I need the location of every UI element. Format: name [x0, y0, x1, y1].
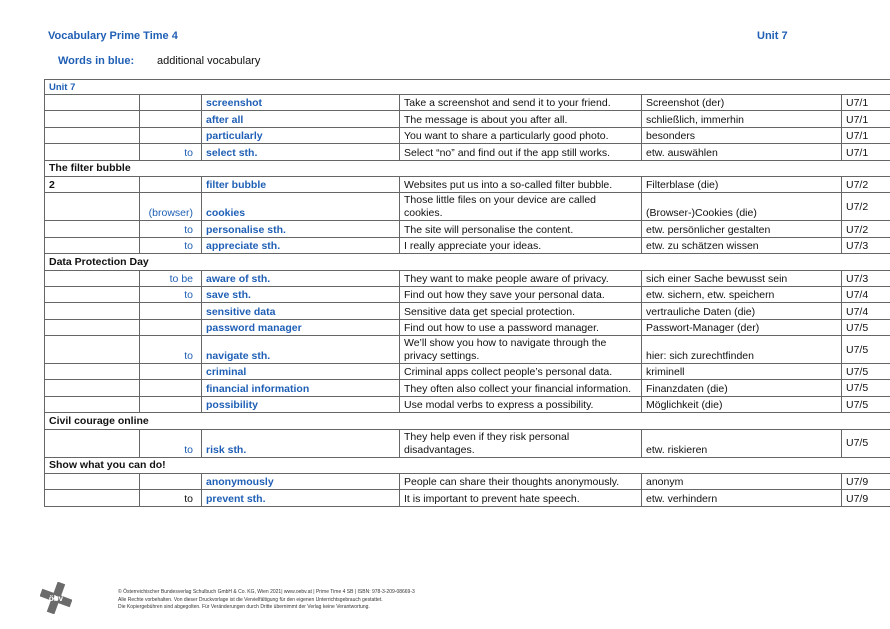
vocab-word-cell: financial information — [202, 380, 400, 396]
page-reference-cell: U7/2 — [842, 221, 890, 237]
exercise-number-cell — [45, 127, 140, 143]
page-reference-cell: U7/4 — [842, 286, 890, 302]
translation-cell: anonym — [642, 474, 842, 490]
exercise-number-cell — [45, 364, 140, 380]
footer-line-3: Die Kopiergebühren sind abgegolten. Für Veränderungen durch Dritte übernimmt der Verlag keine Verantwortung. — [118, 604, 370, 610]
section-row — [45, 457, 890, 473]
vocab-row — [45, 429, 890, 457]
page-reference-cell: U7/1 — [842, 111, 890, 127]
vocab-row — [45, 303, 890, 319]
exercise-number-cell: 2 — [45, 176, 140, 192]
copyright-footer — [118, 589, 415, 612]
legend-key: Words in blue: — [58, 55, 135, 67]
word-prefix-cell: to — [140, 144, 202, 160]
word-prefix-cell — [140, 111, 202, 127]
vocab-row — [45, 474, 890, 490]
translation-cell: Screenshot (der) — [642, 95, 842, 111]
vocab-row — [45, 286, 890, 302]
section-row — [45, 160, 890, 176]
exercise-number-cell — [45, 270, 140, 286]
vocab-row — [45, 364, 890, 380]
page-reference-cell: U7/2 — [842, 176, 890, 192]
exercise-number-cell — [45, 193, 140, 221]
vocab-row — [45, 193, 890, 221]
exercise-number-cell — [45, 396, 140, 412]
vocab-row — [45, 221, 890, 237]
page-reference-cell: U7/5 — [842, 429, 890, 457]
page-reference-cell: U7/5 — [842, 319, 890, 335]
translation-cell: etw. zu schätzen wissen — [642, 237, 842, 253]
vocab-word-cell: sensitive data — [202, 303, 400, 319]
vocab-word-cell: aware of sth. — [202, 270, 400, 286]
vocab-word-cell: navigate sth. — [202, 336, 400, 364]
vocab-word-cell: password manager — [202, 319, 400, 335]
page-reference-cell: U7/3 — [842, 237, 890, 253]
vocab-word-cell: save sth. — [202, 286, 400, 302]
exercise-number-cell — [45, 221, 140, 237]
vocab-row — [45, 237, 890, 253]
example-sentence-cell: They help even if they risk personal disadvantages. — [400, 429, 642, 457]
vocabulary-table — [44, 79, 890, 507]
page-reference-cell: U7/3 — [842, 270, 890, 286]
page-reference-cell: U7/5 — [842, 380, 890, 396]
vocab-row — [45, 490, 890, 506]
translation-cell: sich einer Sache bewusst sein — [642, 270, 842, 286]
vocab-row — [45, 111, 890, 127]
example-sentence-cell: We’ll show you how to navigate through the privacy settings. — [400, 336, 642, 364]
footer-line-1: © Österreichischer Bundesverlag Schulbuch GmbH & Co. KG, Wien 2021| www.oebv.at | Prime Time 4 SB | ISBN: 978-3-209-08669-3 — [118, 589, 415, 595]
vocab-word-cell: criminal — [202, 364, 400, 380]
page-reference-cell: U7/5 — [842, 364, 890, 380]
translation-cell: Möglichkeit (die) — [642, 396, 842, 412]
page-reference-cell: U7/5 — [842, 396, 890, 412]
example-sentence-cell: They often also collect your financial information. — [400, 380, 642, 396]
footer-line-2: Alle Rechte vorbehalten. Von dieser Druckvorlage ist die Vervielfältigung für den eigenen Unterrichtsgebrauch gestattet. — [118, 596, 383, 603]
example-sentence-cell: It is important to prevent hate speech. — [400, 490, 642, 506]
page-reference-cell: U7/4 — [842, 303, 890, 319]
exercise-number-cell — [45, 111, 140, 127]
example-sentence-cell: You want to share a particularly good photo. — [400, 127, 642, 143]
vocab-row — [45, 380, 890, 396]
document-title: Vocabulary Prime Time 4 — [48, 30, 178, 42]
page-reference-cell: U7/5 — [842, 336, 890, 364]
word-prefix-cell: to — [140, 286, 202, 302]
exercise-number-cell — [45, 429, 140, 457]
exercise-number-cell — [45, 336, 140, 364]
vocab-word-cell: appreciate sth. — [202, 237, 400, 253]
vocab-word-cell: after all — [202, 111, 400, 127]
unit-row — [45, 80, 890, 95]
page-reference-cell: U7/1 — [842, 95, 890, 111]
example-sentence-cell: I really appreciate your ideas. — [400, 237, 642, 253]
translation-cell: etw. riskieren — [642, 429, 842, 457]
translation-cell: etw. verhindern — [642, 490, 842, 506]
word-prefix-cell — [140, 474, 202, 490]
section-row — [45, 413, 890, 429]
vocab-row — [45, 95, 890, 111]
vocab-row — [45, 336, 890, 364]
vocab-row — [45, 270, 890, 286]
page-reference-cell: U7/1 — [842, 127, 890, 143]
translation-cell: Finanzdaten (die) — [642, 380, 842, 396]
vocab-row — [45, 127, 890, 143]
translation-cell: etw. auswählen — [642, 144, 842, 160]
example-sentence-cell: The site will personalise the content. — [400, 221, 642, 237]
section-label: Show what you can do! — [45, 457, 890, 473]
word-prefix-cell — [140, 303, 202, 319]
translation-cell: etw. sichern, etw. speichern — [642, 286, 842, 302]
vocab-row — [45, 144, 890, 160]
exercise-number-cell — [45, 95, 140, 111]
translation-cell: schließlich, immerhin — [642, 111, 842, 127]
obv-logo — [40, 582, 72, 614]
example-sentence-cell: They want to make people aware of privacy. — [400, 270, 642, 286]
word-prefix-cell — [140, 127, 202, 143]
translation-cell: vertrauliche Daten (die) — [642, 303, 842, 319]
translation-cell: Filterblase (die) — [642, 176, 842, 192]
word-prefix-cell: to — [140, 221, 202, 237]
example-sentence-cell: Take a screenshot and send it to your friend. — [400, 95, 642, 111]
example-sentence-cell: Sensitive data get special protection. — [400, 303, 642, 319]
vocab-word-cell: select sth. — [202, 144, 400, 160]
vocab-word-cell: prevent sth. — [202, 490, 400, 506]
translation-cell: hier: sich zurechtfinden — [642, 336, 842, 364]
example-sentence-cell: Find out how to use a password manager. — [400, 319, 642, 335]
section-row — [45, 254, 890, 270]
exercise-number-cell — [45, 286, 140, 302]
word-prefix-cell — [140, 319, 202, 335]
word-prefix-cell: to — [140, 429, 202, 457]
page-reference-cell: U7/9 — [842, 490, 890, 506]
vocab-word-cell: personalise sth. — [202, 221, 400, 237]
word-prefix-cell — [140, 95, 202, 111]
exercise-number-cell — [45, 303, 140, 319]
word-prefix-cell: to — [140, 237, 202, 253]
unit-label: Unit 7 — [45, 80, 890, 95]
word-prefix-cell — [140, 396, 202, 412]
vocab-word-cell: anonymously — [202, 474, 400, 490]
word-prefix-cell: (browser) — [140, 193, 202, 221]
page-reference-cell: U7/1 — [842, 144, 890, 160]
page-reference-cell: U7/2 — [842, 193, 890, 221]
vocab-row — [45, 396, 890, 412]
example-sentence-cell: Use modal verbs to express a possibility. — [400, 396, 642, 412]
word-prefix-cell: to — [140, 336, 202, 364]
translation-cell: (Browser-)Cookies (die) — [642, 193, 842, 221]
legend-value: additional vocabulary — [157, 55, 261, 67]
word-prefix-cell — [140, 176, 202, 192]
exercise-number-cell — [45, 319, 140, 335]
unit-heading: Unit 7 — [757, 30, 788, 42]
exercise-number-cell — [45, 490, 140, 506]
vocab-word-cell: screenshot — [202, 95, 400, 111]
example-sentence-cell: Find out how they save your personal data. — [400, 286, 642, 302]
example-sentence-cell: Those little files on your device are called cookies. — [400, 193, 642, 221]
section-label: Data Protection Day — [45, 254, 890, 270]
word-prefix-cell: to — [140, 490, 202, 506]
vocab-word-cell: filter bubble — [202, 176, 400, 192]
vocab-row — [45, 319, 890, 335]
exercise-number-cell — [45, 237, 140, 253]
example-sentence-cell: Criminal apps collect people’s personal data. — [400, 364, 642, 380]
exercise-number-cell — [45, 474, 140, 490]
exercise-number-cell — [45, 380, 140, 396]
vocab-row — [45, 176, 890, 192]
logo-text: öbv — [48, 594, 64, 603]
example-sentence-cell: Websites put us into a so-called filter bubble. — [400, 176, 642, 192]
vocab-word-cell: cookies — [202, 193, 400, 221]
exercise-number-cell — [45, 144, 140, 160]
word-prefix-cell: to be — [140, 270, 202, 286]
example-sentence-cell: People can share their thoughts anonymously. — [400, 474, 642, 490]
vocab-word-cell: possibility — [202, 396, 400, 412]
section-label: The filter bubble — [45, 160, 890, 176]
translation-cell: Passwort-Manager (der) — [642, 319, 842, 335]
example-sentence-cell: The message is about you after all. — [400, 111, 642, 127]
page-reference-cell: U7/9 — [842, 474, 890, 490]
example-sentence-cell: Select “no” and find out if the app still works. — [400, 144, 642, 160]
section-label: Civil courage online — [45, 413, 890, 429]
vocab-word-cell: particularly — [202, 127, 400, 143]
translation-cell: etw. persönlicher gestalten — [642, 221, 842, 237]
word-prefix-cell — [140, 364, 202, 380]
vocab-word-cell: risk sth. — [202, 429, 400, 457]
word-prefix-cell — [140, 380, 202, 396]
translation-cell: kriminell — [642, 364, 842, 380]
translation-cell: besonders — [642, 127, 842, 143]
